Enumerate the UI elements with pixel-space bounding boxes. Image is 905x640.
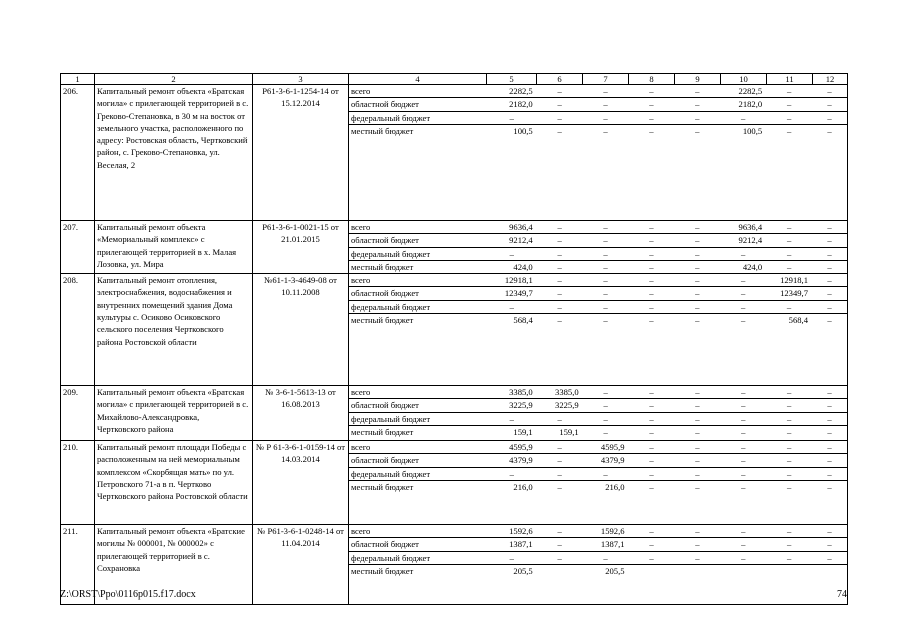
- value-cell: –: [537, 234, 583, 247]
- value-cell: –: [629, 551, 675, 564]
- budget-subrow: [349, 481, 847, 494]
- value-cell: –: [766, 467, 812, 480]
- value-cell: [629, 565, 675, 578]
- value-cell: –: [487, 467, 537, 480]
- value-cell: –: [649, 387, 654, 398]
- budget-label: местный бюджет: [349, 260, 487, 273]
- header-cell: 8: [629, 74, 675, 85]
- value-cell: 568,4: [766, 314, 812, 327]
- value-cell: –: [720, 247, 766, 260]
- value-cell: –: [583, 234, 629, 247]
- value-cell: –: [628, 247, 674, 260]
- table-row: [61, 386, 848, 441]
- value-cell: –: [674, 551, 720, 564]
- value-cell: –: [603, 275, 608, 286]
- value-cell: –: [720, 454, 766, 467]
- budget-subtable: [349, 525, 847, 577]
- header-cell: 4: [349, 74, 487, 85]
- budget-label: областной бюджет: [349, 98, 487, 111]
- value-cell: –: [827, 387, 832, 398]
- value-cell: –: [583, 551, 629, 564]
- budget-breakdown: [349, 274, 848, 386]
- value-cell: –: [674, 412, 720, 425]
- budget-label: местный бюджет: [349, 565, 487, 578]
- value-cell: –: [674, 111, 720, 124]
- value-cell: –: [812, 481, 847, 494]
- value-cell: –: [628, 314, 674, 327]
- value-cell: –: [557, 86, 562, 96]
- value-cell: –: [812, 551, 847, 564]
- value-cell: –: [720, 538, 766, 551]
- value-cell: –: [603, 222, 608, 232]
- header-row: [61, 74, 848, 85]
- budget-subrow: [349, 467, 847, 480]
- budget-breakdown: [349, 525, 848, 605]
- budget-subrow: [349, 454, 847, 467]
- budget-label: всего: [351, 526, 371, 537]
- value-cell: –: [537, 467, 583, 480]
- value-cell: –: [537, 551, 583, 564]
- value-cell: –: [628, 287, 674, 300]
- document-number: № Р61-3-6-1-0248-14 от 11.04.2014: [253, 525, 349, 605]
- value-cell: –: [812, 412, 847, 425]
- value-cell: –: [629, 412, 675, 425]
- budget-subrow: [349, 85, 847, 98]
- value-cell: 4595,9: [509, 442, 533, 453]
- value-cell: –: [603, 86, 608, 96]
- value-cell: 2282,5: [738, 86, 763, 96]
- value-cell: –: [557, 442, 562, 453]
- value-cell: 424,0: [487, 260, 537, 273]
- value-cell: –: [674, 98, 720, 111]
- value-cell: –: [827, 222, 832, 232]
- budget-label: всего: [351, 222, 371, 232]
- budget-breakdown: [349, 85, 848, 221]
- value-cell: 3385,0: [555, 387, 579, 398]
- budget-subrow: [349, 124, 847, 137]
- value-cell: –: [674, 426, 720, 439]
- value-cell: –: [827, 526, 832, 537]
- budget-label: местный бюджет: [349, 124, 487, 137]
- budget-subrow: [349, 538, 847, 551]
- value-cell: –: [827, 442, 832, 453]
- value-cell: –: [583, 467, 629, 480]
- value-cell: –: [695, 86, 700, 96]
- value-cell: –: [537, 111, 583, 124]
- budget-subrow: [349, 234, 847, 247]
- value-cell: –: [766, 98, 812, 111]
- value-cell: 3385,0: [509, 387, 533, 398]
- value-cell: –: [674, 467, 720, 480]
- value-cell: 216,0: [487, 481, 537, 494]
- budget-breakdown: [349, 386, 848, 441]
- header-cell: 2: [95, 74, 253, 85]
- budget-subrow: [349, 412, 847, 425]
- value-cell: –: [766, 234, 812, 247]
- budget-label: областной бюджет: [349, 454, 487, 467]
- value-cell: –: [674, 481, 720, 494]
- value-cell: –: [583, 124, 629, 137]
- value-cell: –: [786, 387, 792, 398]
- header-cell: 12: [813, 74, 848, 85]
- value-cell: –: [812, 234, 847, 247]
- value-cell: –: [812, 538, 847, 551]
- value-cell: 3225,9: [537, 399, 583, 412]
- budget-label: федеральный бюджет: [349, 300, 487, 313]
- value-cell: –: [720, 481, 766, 494]
- value-cell: –: [766, 454, 812, 467]
- value-cell: –: [557, 526, 562, 537]
- value-cell: –: [812, 426, 847, 439]
- value-cell: [720, 565, 766, 578]
- value-cell: –: [537, 538, 583, 551]
- value-cell: –: [629, 467, 675, 480]
- row-number: 207.: [61, 221, 95, 274]
- budget-subrow: [349, 399, 847, 412]
- value-cell: 100,5: [720, 124, 766, 137]
- value-cell: –: [583, 98, 629, 111]
- budget-subrow: [349, 551, 847, 564]
- budget-subrow: [349, 274, 847, 287]
- value-cell: –: [827, 86, 832, 96]
- value-cell: –: [741, 442, 746, 453]
- value-cell: 1387,1: [583, 538, 629, 551]
- budget-label: федеральный бюджет: [349, 551, 487, 564]
- table-body: [61, 74, 848, 605]
- budget-table: [60, 73, 848, 605]
- value-cell: –: [786, 222, 792, 232]
- table-row: [61, 441, 848, 525]
- value-cell: –: [766, 124, 812, 137]
- value-cell: –: [740, 275, 746, 286]
- row-number: 208.: [61, 274, 95, 386]
- value-cell: 216,0: [583, 481, 629, 494]
- budget-subtable: [349, 386, 847, 438]
- value-cell: –: [812, 247, 847, 260]
- budget-label: областной бюджет: [349, 399, 487, 412]
- budget-subrow: [349, 287, 847, 300]
- value-cell: 9212,4: [487, 234, 537, 247]
- budget-subtable: [349, 85, 847, 137]
- document-number: №61-1-3-4649-08 от 10.11.2008: [253, 274, 349, 386]
- value-cell: –: [766, 300, 812, 313]
- value-cell: –: [720, 300, 766, 313]
- value-cell: –: [537, 260, 583, 273]
- value-cell: –: [812, 111, 847, 124]
- budget-subrow: [349, 441, 847, 454]
- value-cell: –: [695, 387, 700, 398]
- value-cell: –: [629, 481, 675, 494]
- value-cell: –: [583, 287, 629, 300]
- value-cell: –: [720, 399, 766, 412]
- budget-subrow: [349, 247, 847, 260]
- value-cell: –: [649, 526, 654, 537]
- budget-label: областной бюджет: [349, 234, 487, 247]
- budget-subrow: [349, 386, 847, 399]
- value-cell: –: [674, 314, 720, 327]
- object-name: Капитальный ремонт площади Победы с расположенным на ней мемориальным комплексом «Скорбящая мать» по ул. Петровского 71-а в п. Чертково Чертковского района Ростовской области: [95, 441, 253, 525]
- value-cell: –: [537, 454, 583, 467]
- value-cell: –: [628, 300, 674, 313]
- value-cell: 12349,7: [766, 287, 812, 300]
- value-cell: –: [537, 247, 583, 260]
- value-cell: –: [720, 287, 766, 300]
- value-cell: –: [537, 314, 583, 327]
- page-number: 74: [837, 589, 847, 600]
- value-cell: –: [786, 86, 792, 96]
- budget-subrow: [349, 565, 847, 578]
- value-cell: –: [487, 551, 537, 564]
- budget-subrow: [349, 111, 847, 124]
- value-cell: 159,1: [537, 426, 583, 439]
- value-cell: –: [812, 260, 847, 273]
- value-cell: –: [537, 300, 583, 313]
- value-cell: 100,5: [487, 124, 537, 137]
- budget-label: местный бюджет: [349, 314, 487, 327]
- value-cell: –: [537, 98, 583, 111]
- budget-subtable: [349, 441, 847, 493]
- value-cell: –: [674, 287, 720, 300]
- budget-label: федеральный бюджет: [349, 247, 487, 260]
- value-cell: –: [812, 314, 847, 327]
- row-number: 206.: [61, 85, 95, 221]
- value-cell: 9212,4: [720, 234, 766, 247]
- value-cell: –: [674, 300, 720, 313]
- budget-subrow: [349, 426, 847, 439]
- row-number: 211.: [61, 525, 95, 605]
- value-cell: 4379,9: [487, 454, 537, 467]
- header-cell: 6: [537, 74, 583, 85]
- budget-label: федеральный бюджет: [349, 412, 487, 425]
- value-cell: –: [649, 275, 654, 286]
- value-cell: 2182,0: [487, 98, 537, 111]
- value-cell: 205,5: [487, 565, 537, 578]
- value-cell: –: [628, 124, 674, 137]
- value-cell: –: [741, 526, 746, 537]
- value-cell: –: [674, 124, 720, 137]
- value-cell: –: [720, 412, 766, 425]
- value-cell: –: [812, 98, 847, 111]
- value-cell: –: [487, 111, 537, 124]
- value-cell: –: [766, 426, 812, 439]
- value-cell: –: [766, 412, 812, 425]
- budget-breakdown: [349, 441, 848, 525]
- value-cell: –: [720, 551, 766, 564]
- budget-label: всего: [351, 86, 371, 96]
- header-cell: 3: [253, 74, 349, 85]
- budget-label: всего: [351, 442, 371, 453]
- value-cell: –: [720, 314, 766, 327]
- value-cell: –: [812, 467, 847, 480]
- value-cell: 1387,1: [487, 538, 537, 551]
- header-cell: 7: [583, 74, 629, 85]
- value-cell: –: [583, 300, 629, 313]
- value-cell: –: [695, 526, 700, 537]
- value-cell: [812, 565, 847, 578]
- value-cell: 9636,4: [509, 222, 533, 232]
- value-cell: –: [786, 526, 792, 537]
- object-name: Капитальный ремонт отопления, электроснабжения, водоснабжения и внутренних помещений здания Дома культуры с. Осиково Осиковского сельского поселения Чертковского района Ростовской области: [95, 274, 253, 386]
- budget-label: федеральный бюджет: [349, 467, 487, 480]
- value-cell: –: [629, 538, 675, 551]
- document-number: Р61-3-6-1-0021-15 от 21.01.2015: [253, 221, 349, 274]
- value-cell: [537, 565, 583, 578]
- value-cell: –: [812, 399, 847, 412]
- budget-subtable: [349, 221, 847, 273]
- value-cell: –: [674, 260, 720, 273]
- budget-subrow: [349, 260, 847, 273]
- budget-subrow: [349, 525, 847, 538]
- object-name: Капитальный ремонт объекта «Братская могила» с прилегающей территорией в с. Греково-Степановка, в 30 м на восток от земельного участка, расположенного по адресу: Ростовская область, Чертковский район, с. Греково-Степановка, ул. Веселая, 2: [95, 85, 253, 221]
- document-number: Р61-3-6-1-1254-14 от 15.12.2014: [253, 85, 349, 221]
- value-cell: –: [766, 247, 812, 260]
- budget-subrow: [349, 300, 847, 313]
- value-cell: 4379,9: [583, 454, 629, 467]
- value-cell: –: [583, 247, 629, 260]
- value-cell: 159,1: [487, 426, 537, 439]
- value-cell: –: [583, 314, 629, 327]
- value-cell: 3225,9: [487, 399, 537, 412]
- value-cell: –: [487, 412, 537, 425]
- value-cell: –: [649, 86, 654, 96]
- value-cell: 205,5: [583, 565, 629, 578]
- budget-label: областной бюджет: [349, 538, 487, 551]
- table-row: [61, 274, 848, 386]
- value-cell: [674, 565, 720, 578]
- value-cell: –: [557, 275, 562, 286]
- value-cell: –: [487, 300, 537, 313]
- value-cell: –: [695, 222, 700, 232]
- value-cell: –: [766, 551, 812, 564]
- budget-label: всего: [351, 387, 371, 398]
- value-cell: –: [628, 111, 674, 124]
- value-cell: –: [537, 481, 583, 494]
- row-number: 209.: [61, 386, 95, 441]
- value-cell: –: [812, 124, 847, 137]
- header-cell: 1: [61, 74, 95, 85]
- header-cell: 11: [767, 74, 813, 85]
- budget-label: всего: [351, 275, 371, 286]
- budget-breakdown: [349, 221, 848, 274]
- value-cell: –: [720, 111, 766, 124]
- value-cell: –: [720, 426, 766, 439]
- document-number: № Р 61-3-6-1-0159-14 от 14.03.2014: [253, 441, 349, 525]
- value-cell: –: [766, 399, 812, 412]
- value-cell: –: [629, 454, 675, 467]
- value-cell: –: [695, 275, 700, 286]
- value-cell: –: [537, 124, 583, 137]
- object-name: Капитальный ремонт объекта «Братские могилы № 000001, № 000002» с прилегающей территорией в с. Сохрановка: [95, 525, 253, 605]
- row-number: 210.: [61, 441, 95, 525]
- value-cell: –: [628, 98, 674, 111]
- value-cell: –: [537, 287, 583, 300]
- value-cell: 2182,0: [720, 98, 766, 111]
- header-cell: 10: [721, 74, 767, 85]
- value-cell: 424,0: [720, 260, 766, 273]
- value-cell: –: [766, 481, 812, 494]
- value-cell: –: [583, 412, 629, 425]
- value-cell: 568,4: [487, 314, 537, 327]
- value-cell: –: [487, 247, 537, 260]
- value-cell: –: [786, 442, 792, 453]
- budget-subtable: [349, 274, 847, 326]
- value-cell: –: [812, 300, 847, 313]
- value-cell: –: [812, 287, 847, 300]
- value-cell: –: [674, 247, 720, 260]
- value-cell: –: [649, 222, 654, 232]
- header-cell: 9: [675, 74, 721, 85]
- value-cell: –: [629, 426, 675, 439]
- value-cell: –: [827, 275, 832, 286]
- value-cell: –: [766, 260, 812, 273]
- value-cell: –: [649, 442, 654, 453]
- value-cell: 12349,7: [487, 287, 537, 300]
- value-cell: 1592,6: [600, 526, 625, 537]
- object-name: Капитальный ремонт объекта «Мемориальный комплекс» с прилегающей территорией в х. Малая Лозовка, ул. Мира: [95, 221, 253, 274]
- value-cell: –: [557, 222, 562, 232]
- budget-label: областной бюджет: [349, 287, 487, 300]
- value-cell: 12918,1: [504, 275, 533, 286]
- value-cell: –: [628, 260, 674, 273]
- value-cell: [766, 565, 812, 578]
- file-path: Z:\ORST\Ppo\0116p015.f17.docx: [60, 589, 196, 600]
- value-cell: –: [674, 399, 720, 412]
- value-cell: –: [629, 399, 675, 412]
- budget-label: федеральный бюджет: [349, 111, 487, 124]
- value-cell: 4595,9: [600, 442, 625, 453]
- value-cell: –: [537, 412, 583, 425]
- value-cell: –: [766, 111, 812, 124]
- value-cell: –: [628, 234, 674, 247]
- value-cell: –: [674, 538, 720, 551]
- object-name: Капитальный ремонт объекта «Братская могила» с прилегающей территорией в с. Михайлово-Александровка, Чертковского района: [95, 386, 253, 441]
- value-cell: –: [674, 454, 720, 467]
- document-number: № 3-6-1-5613-13 от 16.08.2013: [253, 386, 349, 441]
- value-cell: –: [695, 442, 700, 453]
- budget-label: местный бюджет: [349, 426, 487, 439]
- table-row: [61, 221, 848, 274]
- budget-subrow: [349, 221, 847, 234]
- value-cell: 12918,1: [780, 275, 808, 286]
- value-cell: 2282,5: [509, 86, 533, 96]
- table-row: [61, 85, 848, 221]
- value-cell: –: [812, 454, 847, 467]
- value-cell: –: [674, 234, 720, 247]
- value-cell: –: [741, 387, 746, 398]
- value-cell: 9636,4: [738, 222, 763, 232]
- budget-subrow: [349, 314, 847, 327]
- value-cell: –: [583, 260, 629, 273]
- header-cell: 5: [487, 74, 537, 85]
- value-cell: –: [583, 111, 629, 124]
- budget-label: местный бюджет: [349, 481, 487, 494]
- value-cell: –: [720, 467, 766, 480]
- value-cell: 1592,6: [509, 526, 533, 537]
- value-cell: –: [766, 538, 812, 551]
- value-cell: –: [603, 387, 608, 398]
- budget-subrow: [349, 98, 847, 111]
- value-cell: –: [583, 399, 629, 412]
- value-cell: –: [583, 426, 629, 439]
